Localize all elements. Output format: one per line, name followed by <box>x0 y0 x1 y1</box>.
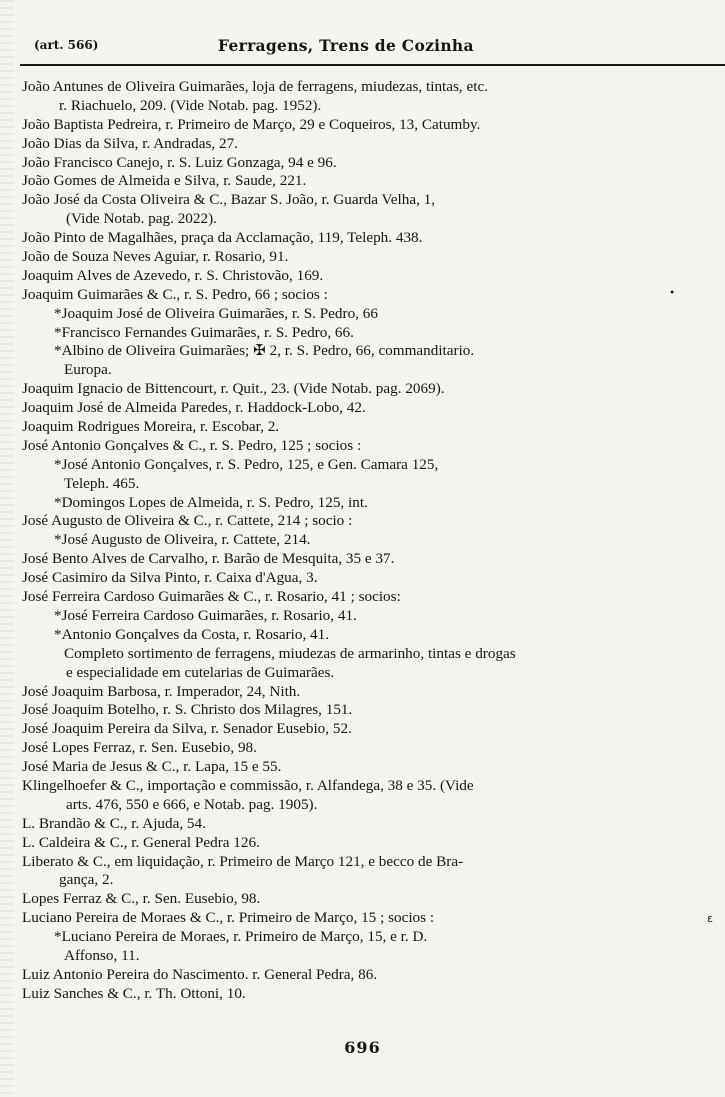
entry-note: e especialidade em cutelarias de Guimarães. <box>66 663 335 681</box>
entry-list <box>22 78 702 1004</box>
entry-line: Liberato & C., em liquidação, r. Primeiro de Março 121, e becco de Bra- <box>22 852 464 870</box>
entry-line: José Casimiro da Silva Pinto, r. Caixa d'Agua, 3. <box>22 569 318 587</box>
margin-noise <box>0 0 14 1097</box>
header-rule <box>20 64 725 66</box>
socio-line: *Albino de Oliveira Guimarães; ✠ 2, r. S. Pedro, 66, commanditario. <box>54 342 475 360</box>
socio-line: *José Augusto de Oliveira, r. Cattete, 214. <box>54 531 311 549</box>
entry-line: João José da Costa Oliveira & C., Bazar S. João, r. Guarda Velha, 1, <box>22 191 436 209</box>
socio-line: *Luciano Pereira de Moraes, r. Primeiro de Março, 15, e r. D. <box>54 928 428 946</box>
socio-line: *José Antonio Gonçalves, r. S. Pedro, 125, e Gen. Camara 125, <box>54 455 439 473</box>
entry-line: José Joaquim Barbosa, r. Imperador, 24, Nith. <box>22 682 301 700</box>
entry-line: Lopes Ferraz & C., r. Sen. Eusebio, 98. <box>22 890 261 908</box>
socio-line: Affonso, 11. <box>64 946 140 964</box>
entry-line: José Antonio Gonçalves & C., r. S. Pedro, 125 ; socios : <box>22 436 362 454</box>
entry-line: Joaquim Ignacio de Bittencourt, r. Quit., 23. (Vide Notab. pag. 2069). <box>22 380 445 398</box>
entry-line: João Francisco Canejo, r. S. Luiz Gonzaga, 94 e 96. <box>22 153 337 171</box>
margin-mark: ε <box>707 912 713 925</box>
entry-line: José Augusto de Oliveira & C., r. Cattete, 214 ; socio : <box>22 512 353 530</box>
entry-line: João de Souza Neves Aguiar, r. Rosario, 91. <box>22 248 289 266</box>
entry-line: José Maria de Jesus & C., r. Lapa, 15 e 55. <box>22 758 282 776</box>
entry-line: João Dias da Silva, r. Andradas, 27. <box>22 134 238 152</box>
entry-line: Luiz Sanches & C., r. Th. Ottoni, 10. <box>22 984 246 1002</box>
entry-line: Joaquim Alves de Azevedo, r. S. Christovão, 169. <box>22 266 324 284</box>
entry-line: Joaquim José de Almeida Paredes, r. Haddock-Lobo, 42. <box>22 399 366 417</box>
socio-line: *Francisco Fernandes Guimarães, r. S. Pedro, 66. <box>54 323 354 341</box>
socio-line: Teleph. 465. <box>64 474 140 492</box>
entry-line: arts. 476, 550 e 666, e Notab. pag. 1905). <box>66 795 318 813</box>
entry-note: Completo sortimento de ferragens, miudezas de armarinho, tintas e drogas <box>64 644 516 662</box>
entry-line: gança, 2. <box>59 871 114 889</box>
socio-line: *José Ferreira Cardoso Guimarães, r. Rosario, 41. <box>54 606 357 624</box>
socio-line: *Joaquim José de Oliveira Guimarães, r. S. Pedro, 66 <box>54 304 378 322</box>
entry-line: José Joaquim Pereira da Silva, r. Senador Eusebio, 52. <box>22 720 352 738</box>
dot-mark: • <box>669 288 675 299</box>
entry-line: João Gomes de Almeida e Silva, r. Saude, 221. <box>22 172 307 190</box>
socio-line: Europa. <box>64 361 112 379</box>
entry-line: João Baptista Pedreira, r. Primeiro de Março, 29 e Coqueiros, 13, Catumby. <box>22 115 481 133</box>
entry-line: L. Caldeira & C., r. General Pedra 126. <box>22 833 260 851</box>
page-title: Ferragens, Trens de Cozinha <box>218 36 474 55</box>
socio-line: *Antonio Gonçalves da Costa, r. Rosario, 41. <box>54 625 330 643</box>
entry-line: L. Brandão & C., r. Ajuda, 54. <box>22 814 206 832</box>
socio-line: *Domingos Lopes de Almeida, r. S. Pedro, 125, int. <box>54 493 368 511</box>
article-number: (art. 566) <box>34 38 99 52</box>
entry-line: João Pinto de Magalhães, praça da Acclamação, 119, Teleph. 438. <box>22 229 423 247</box>
entry-line: José Ferreira Cardoso Guimarães & C., r. Rosario, 41 ; socios: <box>22 588 401 606</box>
entry-line: José Joaquim Botelho, r. S. Christo dos Milagres, 151. <box>22 701 353 719</box>
entry-line: Joaquim Guimarães & C., r. S. Pedro, 66 ; socios : <box>22 285 328 303</box>
entry-line: João Antunes de Oliveira Guimarães, loja de ferragens, miudezas, tintas, etc. <box>22 78 489 95</box>
entry-line: Luiz Antonio Pereira do Nascimento. r. General Pedra, 86. <box>22 965 378 983</box>
entry-line: Klingelhoefer & C., importação e commissão, r. Alfandega, 38 e 35. (Vide <box>22 776 474 794</box>
entry-line: (Vide Notab. pag. 2022). <box>66 210 217 228</box>
entry-line: Joaquim Rodrigues Moreira, r. Escobar, 2. <box>22 418 280 436</box>
entry-line: José Bento Alves de Carvalho, r. Barão de Mesquita, 35 e 37. <box>22 550 395 568</box>
entry-line: r. Riachuelo, 209. (Vide Notab. pag. 1952). <box>59 96 322 114</box>
entry-line: José Lopes Ferraz, r. Sen. Eusebio, 98. <box>22 739 257 757</box>
page-header <box>28 36 725 60</box>
entry-line: Luciano Pereira de Moraes & C., r. Primeiro de Março, 15 ; socios : <box>22 909 435 927</box>
page-number: 696 <box>344 1038 381 1057</box>
